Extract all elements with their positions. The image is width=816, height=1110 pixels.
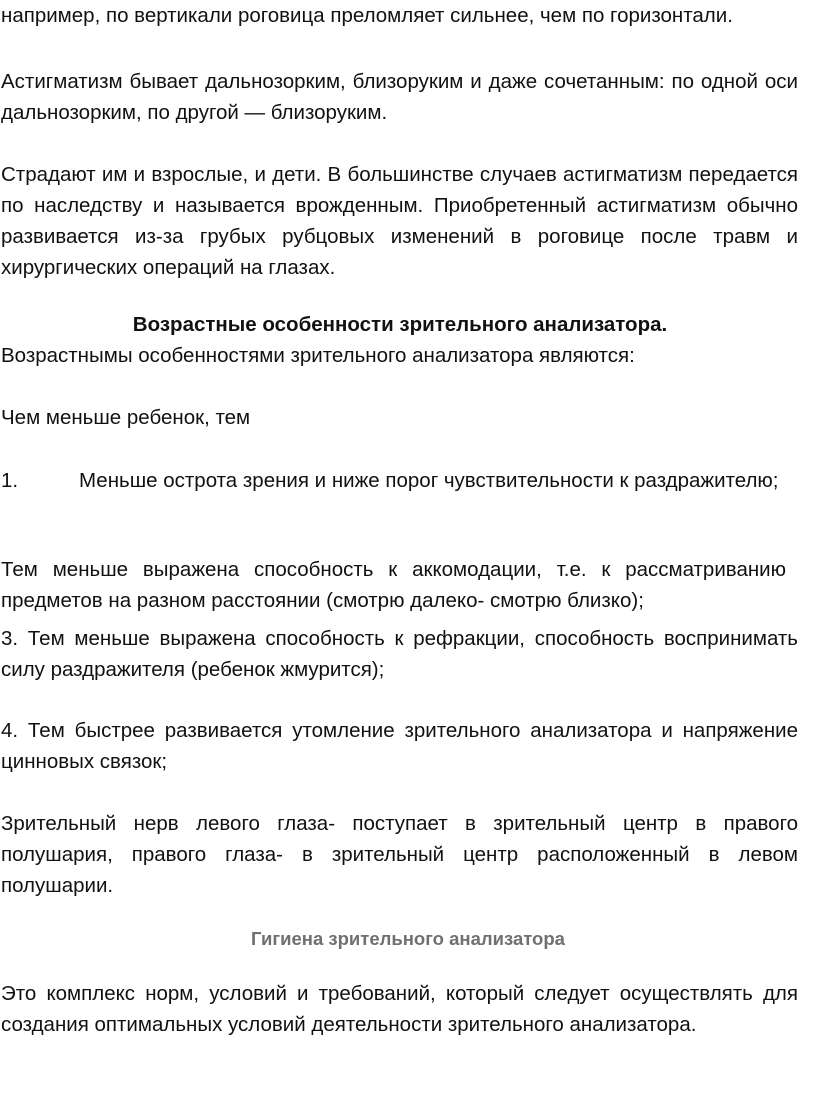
paragraph-accommodation: Тем меньше выражена способность к аккомодации, т.е. к рассматриванию предметов на разном расстоянии (смотрю далеко- смотрю близко); — [1, 558, 786, 612]
section-heading-age-features: Возрастные особенности зрительного анализатора. — [132, 313, 668, 336]
paragraph-astigmatism-causes: Страдают им и взрослые, и дети. В большинстве случаев астигматизм передается по наследству и называется врожденным. Приобретенный астигматизм обычно развивается из-за грубых рубцовых изменений в роговице после травм и хирургических операций на глазах. — [1, 163, 798, 279]
paragraph-age-features-intro: Возрастнымы особенностями зрительного анализатора являются: — [1, 344, 635, 367]
paragraph-astigmatism-types: Астигматизм бывает дальнозорким, близоруким и даже сочетанным: по одной оси дальнозорким, по другой — близоруким. — [1, 70, 798, 124]
list-item-text: Меньше острота зрения и ниже порог чувствительности к раздражителю; — [79, 469, 779, 492]
paragraph-younger-child: Чем меньше ребенок, тем — [1, 406, 251, 429]
paragraph-intro-line: например, по вертикали роговица преломляет сильнее, чем по горизонтали. — [1, 4, 733, 27]
section-heading-hygiene: Гигиена зрительного анализатора — [251, 928, 565, 949]
list-item-3: 3. Тем меньше выражена способность к рефракции, способность воспринимать силу раздражителя (ребенок жмурится); — [1, 627, 798, 681]
paragraph-optic-nerve: Зрительный нерв левого глаза- поступает в зрительный центр в правого полушария, правого глаза- в зрительный центр расположенный в левом полушарии. — [1, 812, 798, 897]
paragraph-hygiene-definition: Это комплекс норм, условий и требований, который следует осуществлять для создания оптимальных условий деятельности зрительного анализатора. — [1, 982, 798, 1036]
list-item-1 — [1, 465, 798, 496]
list-item-4: 4. Тем быстрее развивается утомление зрительного анализатора и напряжение цинновых связок; — [1, 719, 798, 773]
list-item-number: 1. — [1, 469, 19, 492]
